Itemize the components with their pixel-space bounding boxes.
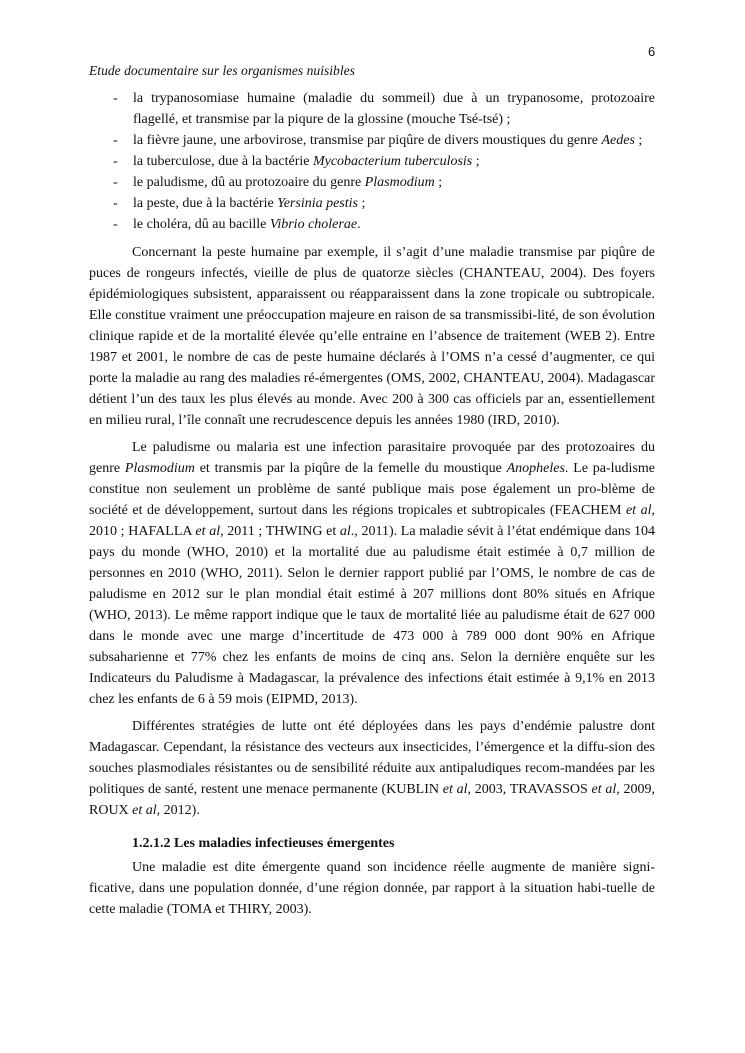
section-heading: 1.2.1.2 Les maladies infectieuses émergentes [132, 836, 395, 851]
plague-paragraph: Concernant la peste humaine par exemple, il s’agit d’une maladie transmise par piqûre de puces de rongeurs infectés, vieille de plus de quatorze siècles (CHANTEAU, 2004). Des foyers épidémiologiques subsistent, apparaissent ou réapparaissent dans la zone tropicale ou subtropicale. Elle constitue vraiment une préoccupation majeure en raison de sa transmissibi-lité, de son évolution clinique rapide et de la mortalité élevée qu’elle entraine en l’absence de traitement (WEB 2). Entre 1987 et 2001, le nombre de cas de peste humaine déclarés à l’OMS n’a cessé d’augmenter, ce qui porte la maladie au rang des maladies ré-émergentes (OMS, 2002, CHANTEAU, 2004). Madagascar détient l’un des taux les plus élevés au monde. Avec 200 à 300 cas officiels par an, essentiellement en milieu rural, l’île connaît une recrudescence depuis les années 1980 (IRD, 2010). [89, 245, 655, 428]
malaria-paragraph: Le paludisme ou malaria est une infection parasitaire provoquée par des protozoaires du genre Plasmodium et transmis par la piqûre de la femelle du moustique Anopheles. Le pa-ludisme constitue non seulement un problème de santé publique mais pose également un pro-blème de société et de développement, surtout dans les régions tropicales et subtropicales (FEACHEM et al, 2010 ; HAFALLA et al, 2011 ; THWING et al., 2011). La maladie sévit à l’état endémique dans 104 pays du monde (WHO, 2010) et la mortalité due au paludisme était estimée à 0,7 million de personnes en 2010 (WHO, 2011). Selon le dernier rapport publié par l’OMS, le nombre de cas de paludisme en 2012 sur le plan mondial était estimé à 207 millions dont 80% situés en Afrique (WHO, 2013). Le même rapport indique que le taux de mortalité liée au paludisme était de 627 000 dans le monde avec une marge d’incertitude de 473 000 à 789 000 dont 90% en Afrique subsaharienne et 77% chez les enfants de moins de cinq ans. Selon la dernière enquête sur les Indicateurs du Paludisme à Madagascar, la prévalence des infections était estimée à 9,1% en 2013 chez les enfants de 6 à 59 mois (EIPMD, 2013). [89, 440, 656, 707]
list-item: - la peste, due à la bactérie Yersinia pestis ; [89, 193, 655, 214]
bullet-dash: - [113, 196, 118, 211]
document-body [89, 88, 655, 920]
running-header: Etude documentaire sur les organismes nuisibles [89, 63, 355, 78]
bullet-dash: - [113, 133, 118, 148]
emergent-paragraph: Une maladie est dite émergente quand son incidence réelle augmente de manière signi-ficative, dans une population donnée, d’une région donnée, par rapport à la situation habi-tuelle de cette maladie (TOMA et THIRY, 2003). [89, 860, 655, 917]
bullet-dash: - [113, 154, 118, 169]
list-item: - le paludisme, dû au protozoaire du genre Plasmodium ; [89, 172, 655, 193]
bullet-dash: - [113, 91, 118, 106]
strategies-paragraph: Différentes stratégies de lutte ont été déployées dans les pays d’endémie palustre dont Madagascar. Cependant, la résistance des vecteurs aux insecticides, l’émergence et la diffu-sion des souches plasmodiales résistantes ou de sensibilité réduite aux antipaludiques recom-mandées par les politiques de santé, restent une menace permanente (KUBLIN et al, 2003, TRAVASSOS et al, 2009, ROUX et al, 2012). [89, 719, 655, 818]
list-item: - la tuberculose, due à la bactérie Mycobacterium tuberculosis ; [89, 151, 655, 172]
bullet-dash: - [113, 175, 118, 190]
page-number: 6 [648, 44, 656, 59]
bullet-dash: - [113, 217, 118, 232]
list-item: - le choléra, dû au bacille Vibrio cholerae. [89, 214, 655, 235]
list-item: - la fièvre jaune, une arbovirose, transmise par piqûre de divers moustiques du genre Aedes ; [89, 130, 655, 151]
list-item: - la trypanosomiase humaine (maladie du sommeil) due à un trypanosome, protozoaire flagellé, et transmise par la piqure de la glossine (mouche Tsé-tsé) ; [89, 88, 655, 130]
disease-list [89, 88, 655, 235]
